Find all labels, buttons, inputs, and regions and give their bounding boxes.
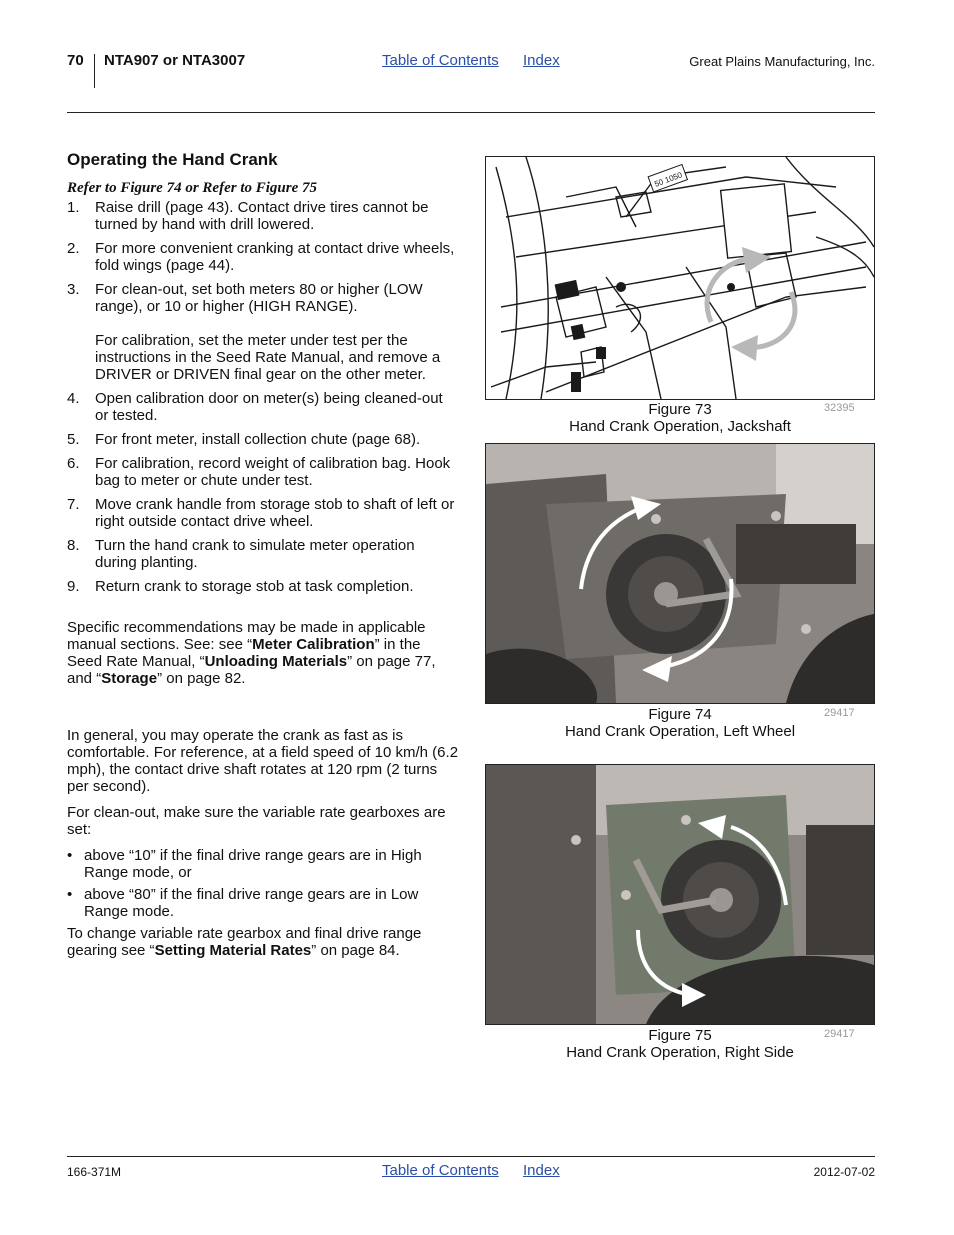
footer-rule [67, 1156, 875, 1157]
jackshaft-drawing [486, 157, 874, 399]
figure-74-caption [485, 706, 875, 740]
footer-toc-link[interactable]: Table of Contents [382, 1162, 499, 1179]
header-toc-link[interactable]: Table of Contents [382, 52, 499, 69]
recommendations-paragraph: Specific recommendations may be made in applicable manual sections. See: see “Meter Calibration” in the Seed Rate Manual, “Unloading Materials” on page 77, and “Storage” on page 82. [67, 619, 436, 687]
list-item: 2. For more convenient cranking at contact drive wheels, fold wings (page 44). [67, 240, 455, 274]
decal-label: 50 1050 [653, 170, 684, 189]
list-item: 8. Turn the hand crank to simulate meter operation during planting. [67, 537, 415, 571]
figure-75-label: Figure 75 [648, 1027, 712, 1044]
figure-75-art-number: 29417 [824, 1028, 855, 1040]
header-divider [94, 54, 95, 88]
list-item: 6. For calibration, record weight of calibration bag. Hook bag to meter or chute under test. [67, 455, 451, 489]
company-name: Great Plains Manufacturing, Inc. [689, 54, 875, 69]
footer-index-link[interactable]: Index [523, 1162, 560, 1179]
page-number: 70 [67, 52, 84, 69]
cleanout-paragraph: For clean-out, make sure the variable rate gearboxes are set: [67, 804, 446, 838]
header-index-link[interactable]: Index [523, 52, 560, 69]
figure-73-label: Figure 73 [648, 401, 712, 418]
list-item: 1. Raise drill (page 43). Contact drive tires cannot be turned by hand with drill lowered. [67, 199, 429, 233]
figure-74-image [485, 443, 875, 704]
list-item: 4. Open calibration door on meter(s) being cleaned-out or tested. [67, 390, 443, 424]
refer-note: Refer to Figure 74 or Refer to Figure 75 [67, 180, 317, 196]
list-item: • above “10” if the final drive range gears are in High Range mode, or [67, 847, 459, 881]
doc-number: 166-371M [67, 1165, 122, 1179]
text-column [67, 150, 459, 968]
figure-74-title: Hand Crank Operation, Left Wheel [564, 723, 796, 740]
gearbox-bullets [67, 847, 459, 920]
publish-date: 2012-07-02 [813, 1165, 875, 1179]
list-item: • above “80” if the final drive range gears are in Low Range mode. [67, 886, 459, 920]
figure-73-art-number: 32395 [824, 402, 855, 414]
list-item: 9. Return crank to storage stob at task completion. [67, 578, 414, 595]
figure-73-image [485, 156, 875, 400]
step-subparagraph: For calibration, set the meter under test per the instructions in the Seed Rate Manual, and remove a DRIVER or DRIVEN final gear on the other meter. [95, 332, 441, 383]
section-title: Operating the Hand Crank [67, 150, 278, 169]
figure-73-caption [485, 401, 875, 435]
header-rule [67, 112, 875, 113]
change-gearing-paragraph: To change variable rate gearbox and final drive range gearing see “Setting Material Rates” on page 84. [67, 925, 422, 959]
right-side-photo [486, 765, 874, 1024]
list-item: 3. For clean-out, set both meters 80 or higher (LOW range), or 10 or higher (HIGH RANGE). For calibration, set the meter under test per the instructions in the Seed Rate Manual, and remove a DRIVER or DRIVEN final gear on the other meter. [67, 281, 459, 383]
figure-74-art-number: 29417 [824, 707, 855, 719]
figure-75-caption [485, 1027, 875, 1061]
model-title: NTA907 or NTA3007 [104, 52, 246, 69]
figure-73-title: Hand Crank Operation, Jackshaft [569, 418, 791, 435]
left-wheel-photo [486, 444, 874, 703]
steps-list [67, 199, 459, 595]
list-item: 5. For front meter, install collection chute (page 68). [67, 431, 421, 448]
figure-74-label: Figure 74 [648, 706, 712, 723]
figure-75-image [485, 764, 875, 1025]
figure-75-title: Hand Crank Operation, Right Side [566, 1044, 794, 1061]
list-item: 7. Move crank handle from storage stob to shaft of left or right outside contact drive wheel. [67, 496, 455, 530]
general-paragraph: In general, you may operate the crank as fast as is comfortable. For reference, at a field speed of 10 km/h (6.2 mph), the contact drive shaft rotates at 120 rpm (2 turns per second). [67, 727, 459, 795]
